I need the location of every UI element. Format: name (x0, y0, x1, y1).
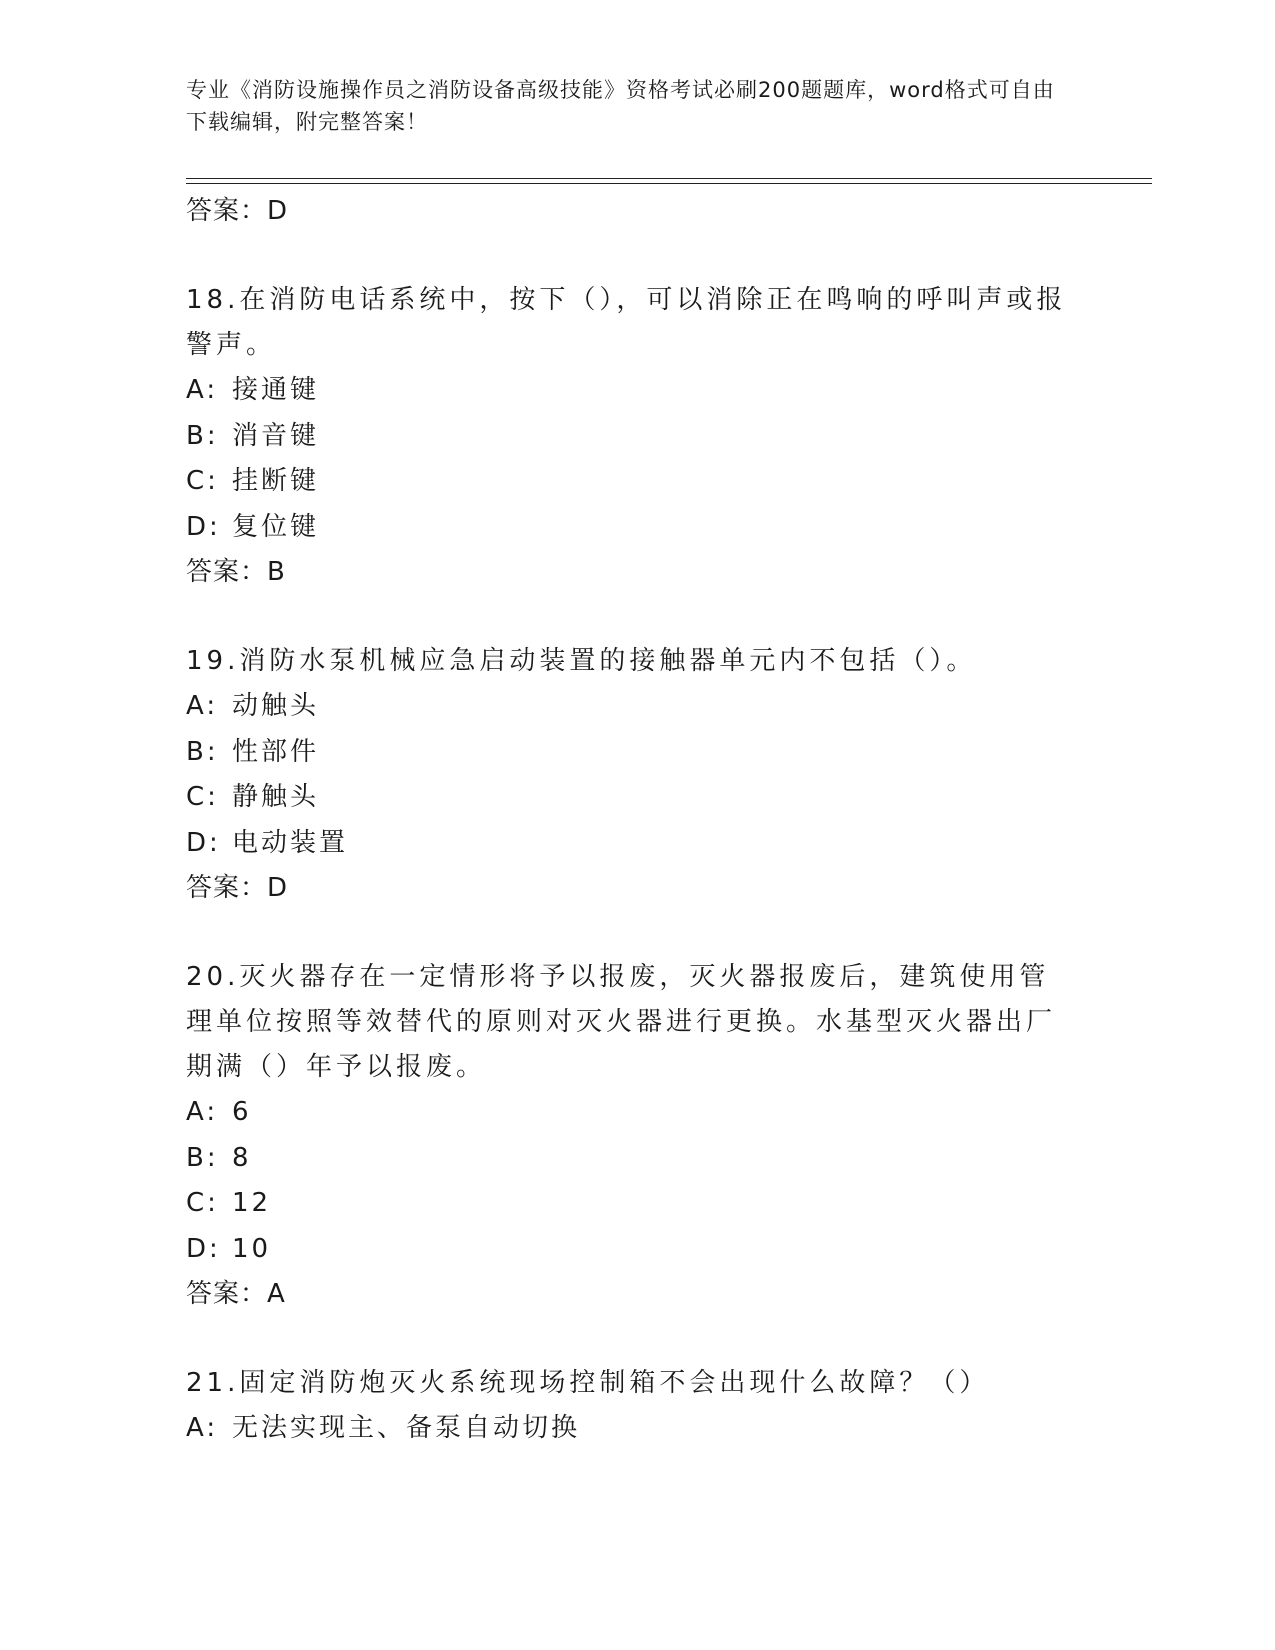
option-text: 静触头 (232, 782, 320, 812)
option-key: D: (186, 511, 221, 542)
question-text: 20.灭火器存在一定情形将予以报废，灭火器报废后，建筑使用管理单位按照等效替代的原则对灭火器进行更换。水基型灭火器出厂期满（）年予以报废。 (186, 962, 1057, 1082)
option-text: 复位键 (232, 511, 320, 542)
option-text: 电动装置 (232, 827, 349, 858)
option-key: A: (186, 375, 219, 405)
option-key: A: (186, 1097, 219, 1127)
option-key: B: (186, 736, 219, 767)
option-d (186, 505, 1086, 551)
option-b (186, 414, 1086, 460)
option-key: B: (186, 1142, 219, 1173)
option-a (186, 684, 1086, 730)
option-key: B: (186, 420, 219, 451)
option-text: 8 (232, 1142, 252, 1173)
option-key: D: (186, 827, 221, 858)
question-text: 19.消防水泵机械应急启动装置的接触器单元内不包括（）。 (186, 646, 977, 676)
option-text: 挂断键 (232, 466, 320, 496)
option-key: C: (186, 782, 219, 812)
question-block (186, 278, 1086, 594)
option-c (186, 775, 1086, 821)
option-a (186, 1406, 1086, 1452)
option-d (186, 1227, 1086, 1273)
header-divider-top (186, 178, 1152, 179)
answer-label: 答案：D (186, 873, 289, 903)
option-text: 无法实现主、备泵自动切换 (232, 1413, 581, 1443)
option-b (186, 730, 1086, 776)
option-key: A: (186, 1413, 219, 1443)
option-text: 12 (232, 1188, 272, 1218)
option-text: 接通键 (232, 375, 320, 405)
option-text: 6 (232, 1097, 252, 1127)
option-key: C: (186, 466, 219, 496)
option-key: A: (186, 691, 219, 721)
option-c (186, 459, 1086, 505)
option-a (186, 368, 1086, 414)
answer-label: 答案：A (186, 1279, 286, 1309)
answer-label: 答案：D (186, 196, 289, 226)
option-c (186, 1181, 1086, 1227)
option-text: 性部件 (232, 736, 320, 767)
header-divider-bottom (186, 183, 1152, 184)
option-text: 10 (232, 1233, 272, 1264)
question-block (186, 955, 1086, 1316)
document-header: 专业《消防设施操作员之消防设备高级技能》资格考试必刷200题题库，word格式可自由下载编辑，附完整答案！ (186, 78, 1055, 134)
option-a (186, 1090, 1086, 1136)
question-text: 21.固定消防炮灭火系统现场控制箱不会出现什么故障？（） (186, 1368, 990, 1398)
question-block (186, 639, 1086, 910)
option-key: D: (186, 1233, 221, 1264)
question-list (186, 189, 1086, 1452)
option-d (186, 821, 1086, 867)
question-block (186, 1361, 1086, 1452)
option-text: 动触头 (232, 691, 320, 721)
option-b (186, 1136, 1086, 1182)
option-text: 消音键 (232, 420, 320, 451)
option-key: C: (186, 1188, 219, 1218)
question-text: 18.在消防电话系统中，按下（），可以消除正在鸣响的呼叫声或报警声。 (186, 285, 1067, 360)
answer-label: 答案：B (186, 557, 286, 587)
